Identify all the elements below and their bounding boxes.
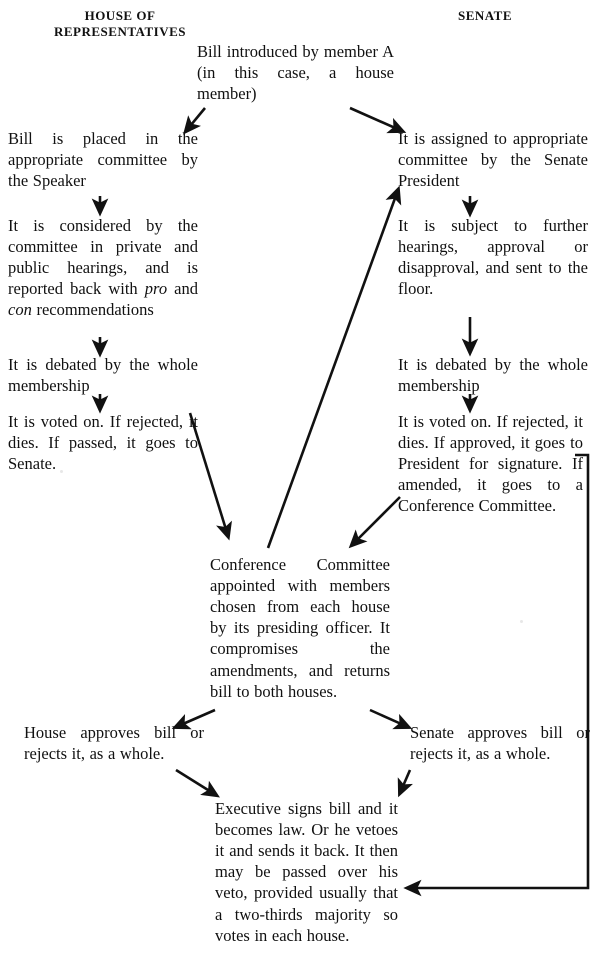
- node-senate-debate: It is debated by the whole membership: [398, 355, 588, 396]
- column-heading-house: [20, 8, 220, 41]
- column-heading-house-line2: REPRESENTATIVES: [54, 24, 186, 40]
- house-consideration-part2: and: [167, 279, 199, 299]
- node-house-approves: House approves bill or rejects it, as a whole.: [24, 723, 204, 764]
- house-consideration-part1: It is considered by the committee in private and public hearings, and is reported back with: [8, 216, 198, 299]
- node-bill-introduced: Bill introduced by member A (in this case, a house member): [197, 42, 394, 104]
- node-senate-hearings: It is subject to further hearings, approval or disapproval, and sent to the floor.: [398, 216, 588, 299]
- house-consideration-pro: pro: [144, 279, 168, 299]
- column-heading-senate: [395, 8, 575, 24]
- house-consideration-part3: recommendations: [31, 300, 154, 320]
- column-heading-house-line1: HOUSE OF: [84, 8, 156, 23]
- node-conference-committee: Conference Committee appointed with members chosen from each house by its presiding officer. It compromises the amendments, and returns bill to both houses.: [210, 555, 390, 701]
- node-senate-committee-assignment: It is assigned to appropriate committee by the Senate President: [398, 129, 588, 191]
- node-senate-approves: Senate approves bill or rejects it, as a whole.: [410, 723, 590, 764]
- node-senate-vote: It is voted on. If rejected, it dies. If approved, it goes to President for signature. If amended, it goes to a Conference Committee.: [398, 412, 583, 516]
- column-heading-senate-label: SENATE: [457, 8, 513, 23]
- node-house-debate: It is debated by the whole membership: [8, 355, 198, 396]
- house-consideration-con: con: [8, 300, 32, 320]
- node-house-vote: It is voted on. If rejected, it dies. If passed, it goes to Senate.: [8, 412, 198, 474]
- node-executive-action: Executive signs bill and it becomes law. Or he vetoes it and sends it back. It then may be passed over his veto, provided usually that a two-thirds majority so votes in each house.: [215, 799, 398, 945]
- node-house-committee-consideration: [8, 215, 198, 321]
- node-house-committee-placement: Bill is placed in the appropriate committee by the Speaker: [8, 129, 198, 191]
- paper-speckle: [520, 620, 523, 623]
